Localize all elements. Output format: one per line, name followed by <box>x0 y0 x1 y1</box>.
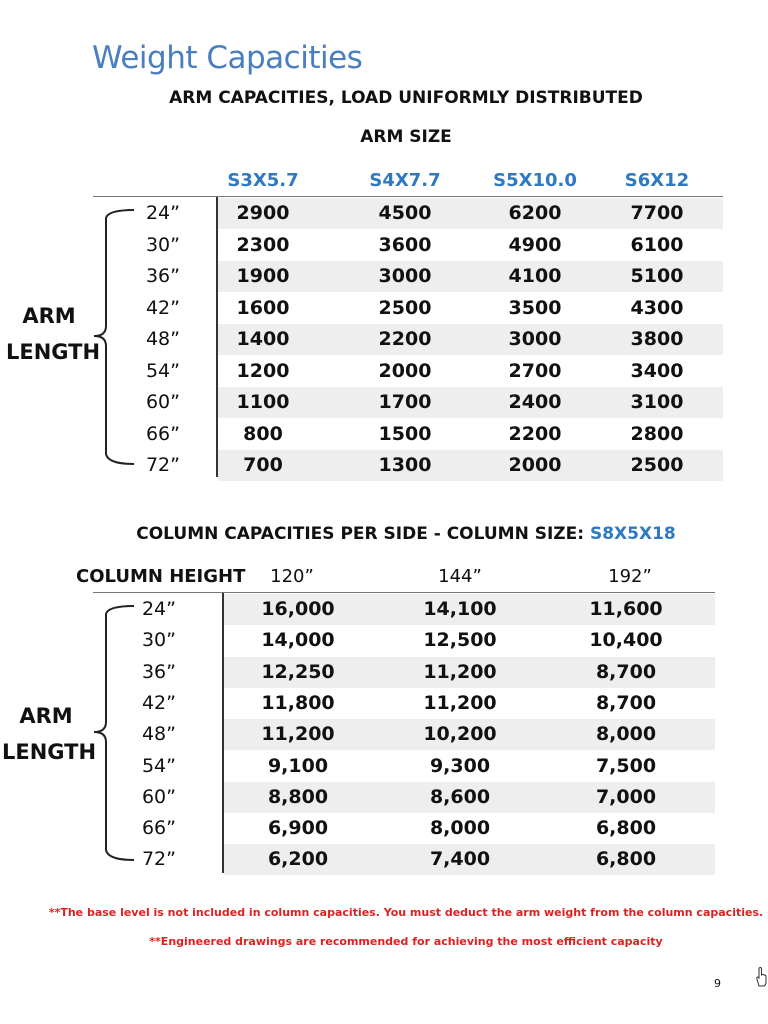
capacity-cell: 14,100 <box>423 598 497 620</box>
capacity-cell: 8,000 <box>595 723 657 746</box>
arm-length-value: 30” <box>145 233 180 256</box>
capacity-cell: 10,200 <box>423 723 497 746</box>
column-height-header: 120” <box>270 566 314 587</box>
capacity-cell: 2900 <box>236 202 290 224</box>
arm-length-label: ARM LENGTH <box>2 704 97 764</box>
capacity-cell: 7700 <box>630 202 684 224</box>
capacity-cell: 9,100 <box>267 754 329 777</box>
capacity-cell: 6,900 <box>267 817 329 840</box>
capacity-cell: 14,000 <box>261 629 335 652</box>
arm-col-header: S6X12 <box>624 170 690 191</box>
hand-pointer-icon <box>754 966 768 988</box>
capacity-cell: 3000 <box>508 328 562 350</box>
column-height-label: COLUMN HEIGHT <box>76 566 246 587</box>
capacity-cell: 700 <box>243 454 283 476</box>
capacity-cell: 4300 <box>630 296 684 319</box>
capacity-cell: 2000 <box>508 454 562 476</box>
capacity-cell: 2800 <box>630 422 684 445</box>
capacity-cell: 2300 <box>236 233 290 256</box>
capacity-cell: 2400 <box>508 391 562 413</box>
capacity-cell: 11,200 <box>423 691 497 714</box>
capacity-cell: 8,600 <box>429 785 491 808</box>
arm-table-heading: ARM CAPACITIES, LOAD UNIFORMLY DISTRIBUTED <box>169 88 643 108</box>
page-title: Weight Capacities <box>92 40 363 76</box>
arm-length-value: 60” <box>145 391 180 413</box>
brace-icon <box>88 200 138 472</box>
arm-length-value: 42” <box>145 296 180 319</box>
column-height-header: 144” <box>438 566 482 587</box>
capacity-cell: 7,500 <box>595 754 657 777</box>
capacity-cell: 6,800 <box>595 817 657 840</box>
note-base-level: **The base level is not included in column capacities. You must deduct the arm weight from the column capacities. <box>48 906 764 919</box>
capacity-cell: 11,600 <box>589 598 663 620</box>
brace-icon <box>88 596 138 868</box>
capacity-cell: 2000 <box>378 359 432 382</box>
capacity-cell: 2500 <box>630 454 684 476</box>
arm-length-value: 54” <box>145 359 180 382</box>
page-number: 9 <box>714 977 721 990</box>
capacity-cell: 16,000 <box>261 598 335 620</box>
capacity-cell: 1100 <box>236 391 290 413</box>
capacity-cell: 8,700 <box>595 660 657 683</box>
arm-length-value: 48” <box>141 723 176 746</box>
capacity-cell: 11,800 <box>261 691 335 714</box>
capacity-cell: 2500 <box>378 296 432 319</box>
capacity-cell: 11,200 <box>261 723 335 746</box>
arm-length-value: 66” <box>145 422 180 445</box>
capacity-cell: 12,250 <box>261 660 335 683</box>
arm-length-value: 72” <box>145 454 180 476</box>
capacity-cell: 3000 <box>378 265 432 287</box>
capacity-cell: 1300 <box>378 454 432 476</box>
column-height-header: 192” <box>608 566 652 587</box>
capacity-cell: 3600 <box>378 233 432 256</box>
capacity-cell: 4500 <box>378 202 432 224</box>
capacity-cell: 1600 <box>236 296 290 319</box>
capacity-cell: 6200 <box>508 202 562 224</box>
capacity-cell: 1200 <box>236 359 290 382</box>
arm-length-value: 66” <box>141 817 176 840</box>
capacity-cell: 9,300 <box>429 754 491 777</box>
arm-col-header: S4X7.7 <box>369 170 441 191</box>
capacity-cell: 8,000 <box>429 817 491 840</box>
arm-col-header: S5X10.0 <box>493 170 577 191</box>
arm-length-value: 24” <box>141 598 176 620</box>
capacity-cell: 3800 <box>630 328 684 350</box>
capacity-cell: 1500 <box>378 422 432 445</box>
arm-length-value: 24” <box>145 202 180 224</box>
arm-length-value: 48” <box>145 328 180 350</box>
capacity-cell: 3400 <box>630 359 684 382</box>
capacity-cell: 8,700 <box>595 691 657 714</box>
capacity-cell: 8,800 <box>267 785 329 808</box>
capacity-cell: 10,400 <box>589 629 663 652</box>
capacity-cell: 4900 <box>508 233 562 256</box>
arm-length-value: 54” <box>141 754 176 777</box>
capacity-cell: 6100 <box>630 233 684 256</box>
arm-length-value: 30” <box>141 629 176 652</box>
capacity-cell: 7,000 <box>595 785 657 808</box>
capacity-cell: 2700 <box>508 359 562 382</box>
capacity-cell: 3100 <box>630 391 684 413</box>
note-engineered-drawings: **Engineered drawings are recommended for achieving the most efficient capacity <box>149 935 663 948</box>
column-table-heading: COLUMN CAPACITIES PER SIDE - COLUMN SIZE: S8X5X18 <box>136 524 676 544</box>
capacity-cell: 1400 <box>236 328 290 350</box>
capacity-cell: 1900 <box>236 265 290 287</box>
capacity-cell: 2200 <box>378 328 432 350</box>
arm-col-header: S3X5.7 <box>227 170 299 191</box>
capacity-cell: 12,500 <box>423 629 497 652</box>
header-rule <box>93 196 723 197</box>
capacity-cell: 6,200 <box>267 848 329 871</box>
capacity-cell: 6,800 <box>595 848 657 871</box>
arm-length-value: 42” <box>141 691 176 714</box>
capacity-cell: 11,200 <box>423 660 497 683</box>
arm-size-label: ARM SIZE <box>360 127 452 147</box>
arm-length-value: 36” <box>145 265 180 287</box>
capacity-cell: 800 <box>243 422 283 445</box>
header-rule <box>93 592 715 593</box>
capacity-cell: 1700 <box>378 391 432 413</box>
capacity-cell: 7,400 <box>429 848 491 871</box>
arm-length-value: 72” <box>141 848 176 871</box>
capacity-cell: 4100 <box>508 265 562 287</box>
arm-length-label: ARM LENGTH <box>6 304 101 364</box>
arm-length-value: 36” <box>141 660 176 683</box>
capacity-cell: 5100 <box>630 265 684 287</box>
capacity-cell: 2200 <box>508 422 562 445</box>
arm-length-value: 60” <box>141 785 176 808</box>
capacity-cell: 3500 <box>508 296 562 319</box>
